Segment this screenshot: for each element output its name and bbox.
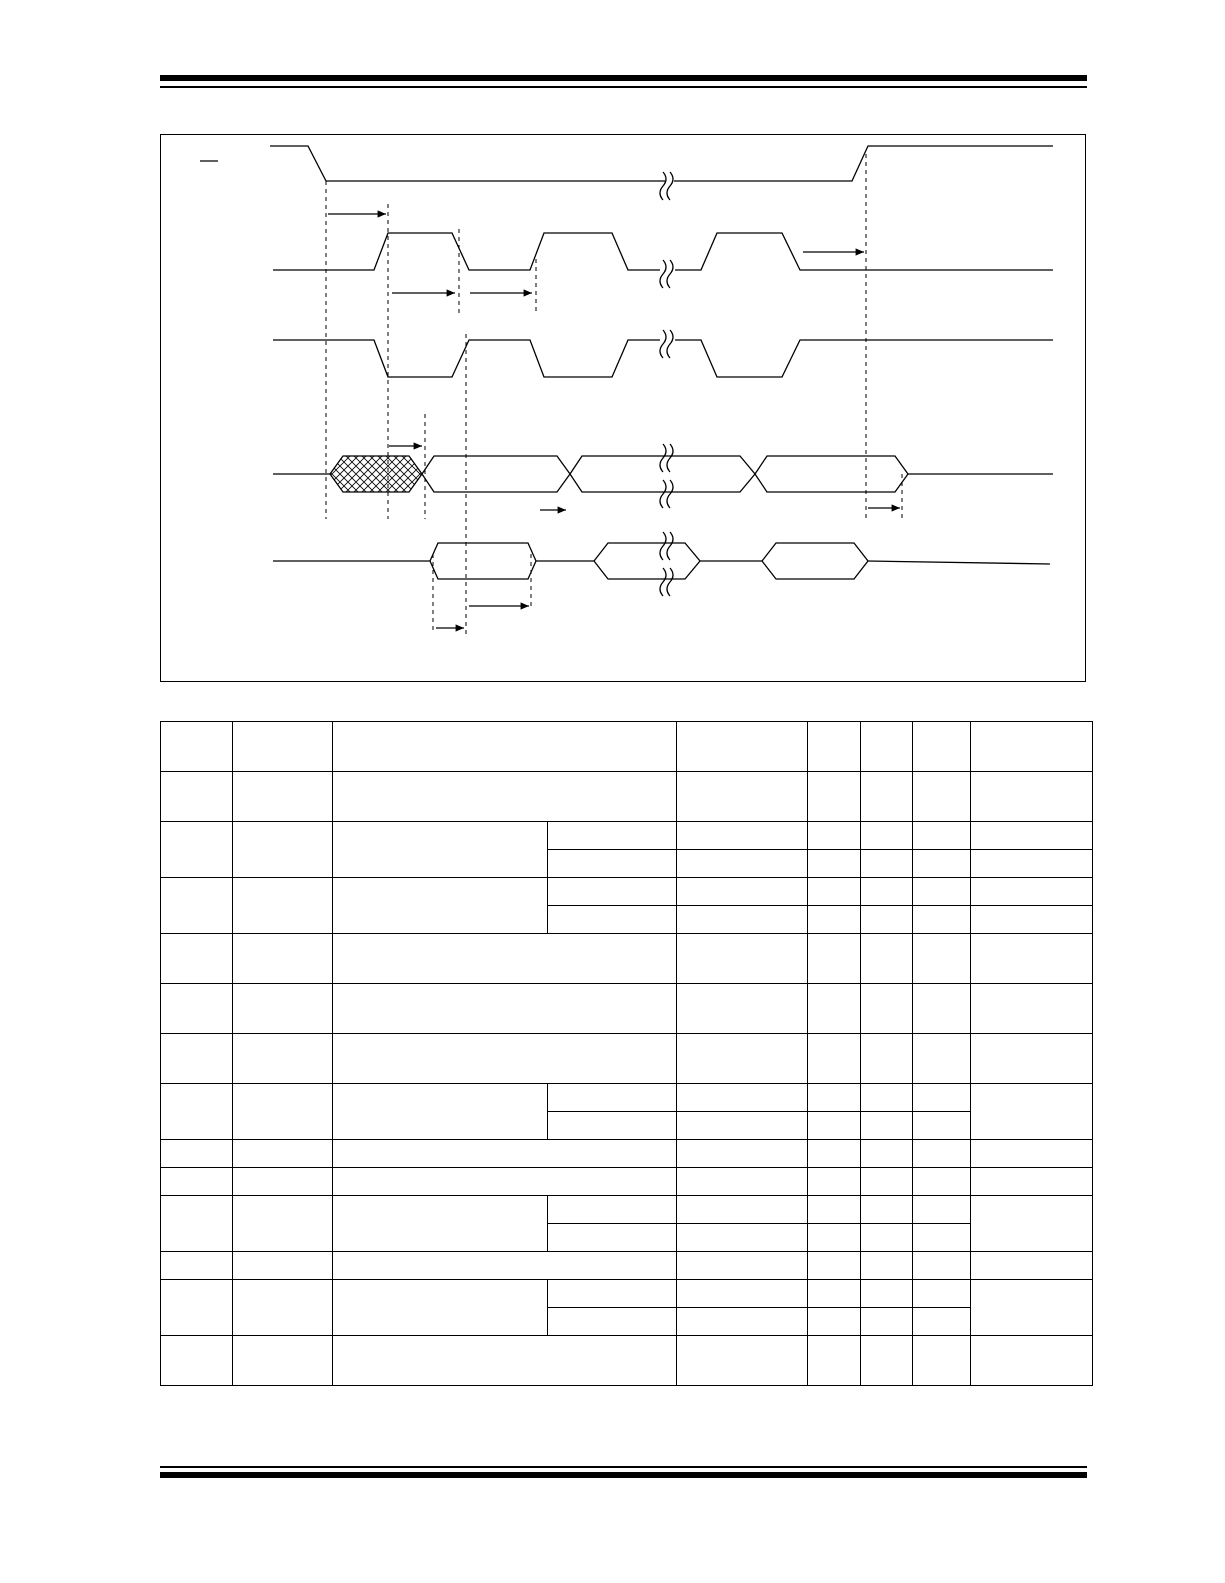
sck0-waveform — [273, 233, 660, 270]
table-row — [161, 1336, 1093, 1386]
table-row — [161, 1280, 1093, 1308]
header-rule-thick — [160, 75, 1087, 81]
table-row — [161, 934, 1093, 984]
table-row — [161, 772, 1093, 822]
table-row — [161, 1168, 1093, 1196]
table-row — [161, 1140, 1093, 1168]
table-row — [161, 1252, 1093, 1280]
timing-diagram — [160, 134, 1086, 682]
si-dont-care — [330, 456, 422, 492]
footer-rule-thin — [160, 1466, 1087, 1468]
si-bit-3 — [755, 456, 908, 492]
header-rule-thin — [160, 86, 1087, 88]
cs-waveform — [270, 146, 665, 181]
so-bit-3 — [762, 543, 868, 579]
table-header-row — [161, 722, 1093, 772]
table-row — [161, 1034, 1093, 1084]
sck3-break-mark — [660, 330, 673, 358]
table-row — [161, 1084, 1093, 1112]
table-row — [161, 984, 1093, 1034]
so-idle-right — [868, 561, 1050, 564]
footer-rule-thick — [160, 1472, 1087, 1478]
timing-spec-table — [160, 721, 1093, 1386]
table-row — [161, 822, 1093, 850]
si-break-mark — [660, 444, 673, 508]
table-row — [161, 1196, 1093, 1224]
si-bit-1 — [422, 456, 570, 492]
so-bit-2 — [594, 543, 700, 579]
so-break-mark — [660, 532, 673, 596]
cs-waveform-right — [674, 146, 1053, 181]
si-bit-2 — [570, 456, 755, 492]
sck0-break-mark — [660, 260, 673, 288]
table-row — [161, 878, 1093, 906]
cs-break-mark — [660, 172, 673, 200]
so-bit-1 — [430, 543, 536, 579]
sck3-waveform-right — [675, 340, 1053, 377]
